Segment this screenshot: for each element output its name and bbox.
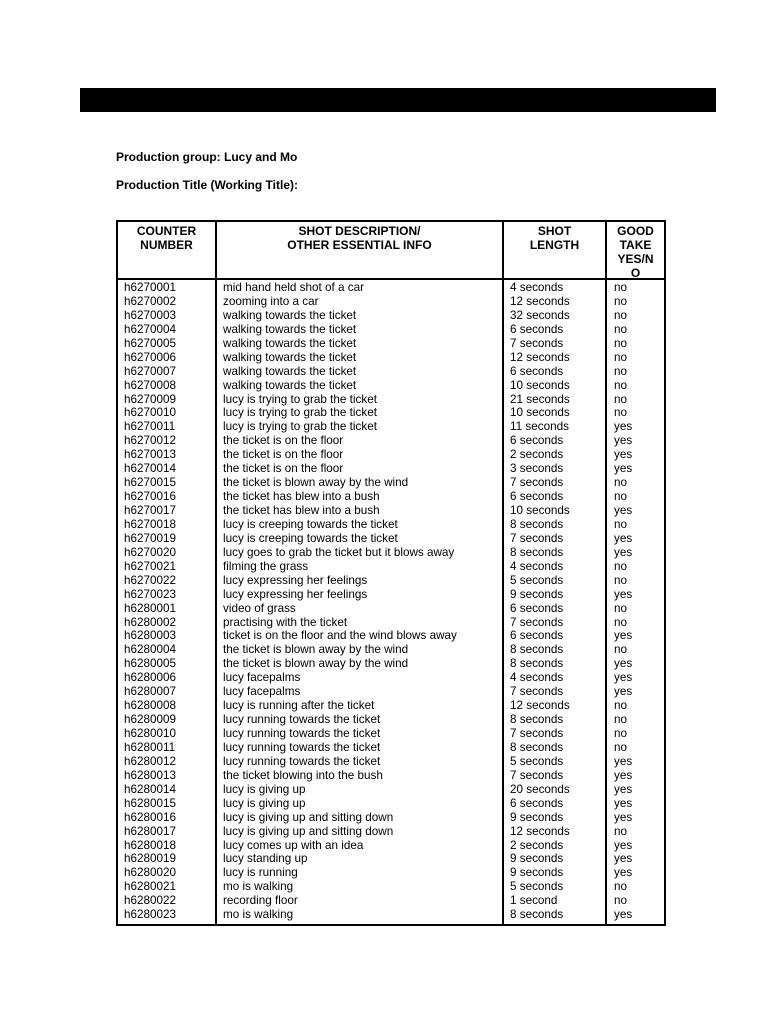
shot-description-cell: the ticket blowing into the bush <box>223 768 383 782</box>
good-take-cell: no <box>614 824 628 838</box>
good-take-cell: no <box>614 880 628 894</box>
counter-number-cell: h6270019 <box>124 531 177 545</box>
table-row <box>118 616 664 630</box>
counter-number-cell: h6280015 <box>124 796 177 810</box>
counter-number-cell: h6270009 <box>124 392 177 406</box>
table-row <box>118 755 664 769</box>
good-take-cell: yes <box>614 810 633 824</box>
counter-number-cell: h6270005 <box>124 336 177 350</box>
shot-description-cell: lucy is giving up <box>223 796 306 810</box>
good-take-cell: no <box>614 643 628 657</box>
shot-length-cell: 10 seconds <box>510 378 570 392</box>
shot-description-cell: lucy is trying to grab the ticket <box>223 420 377 434</box>
counter-number-cell: h6280019 <box>124 852 177 866</box>
counter-number-cell: h6280021 <box>124 880 177 894</box>
table-row <box>118 783 664 797</box>
good-take-cell: yes <box>614 768 633 782</box>
table-row <box>118 894 664 908</box>
header-text: SHOT <box>537 224 572 238</box>
good-take-cell: no <box>614 322 628 336</box>
shot-length-cell: 21 seconds <box>510 392 570 406</box>
shot-length-cell: 5 seconds <box>510 880 564 894</box>
good-take-cell: yes <box>614 852 633 866</box>
counter-number-cell: h6270017 <box>124 504 177 517</box>
shot-description-cell: lucy running towards the ticket <box>223 727 381 740</box>
good-take-cell: yes <box>614 671 633 685</box>
shot-description-cell: the ticket is blown away by the wind <box>223 476 409 490</box>
header-bar <box>80 88 716 112</box>
good-take-cell: yes <box>614 587 633 601</box>
table-row <box>118 685 664 699</box>
good-take-cell: yes <box>614 504 633 517</box>
shot-length-cell: 8 seconds <box>510 545 564 559</box>
good-take-cell: no <box>614 336 628 350</box>
shot-description-cell: filming the grass <box>223 559 309 573</box>
header-text: O <box>630 266 641 280</box>
table-row <box>118 420 664 434</box>
header-text: COUNTER <box>136 224 197 238</box>
table-row <box>118 769 664 783</box>
good-take-cell: yes <box>614 434 633 448</box>
shot-length-cell: 6 seconds <box>510 364 564 378</box>
shot-description-cell: zooming into a car <box>223 294 319 308</box>
table-row <box>118 797 664 811</box>
shot-description-cell: lucy running towards the ticket <box>223 740 381 754</box>
counter-number-cell: h6280009 <box>124 713 177 727</box>
good-take-cell: yes <box>614 448 633 462</box>
shot-description-cell: lucy facepalms <box>223 685 301 699</box>
shot-description-cell: the ticket is on the floor <box>223 448 344 462</box>
table-row <box>118 866 664 880</box>
table-row <box>118 713 664 727</box>
shot-description-cell: mo is walking <box>223 880 294 894</box>
good-take-cell: no <box>614 894 628 908</box>
counter-number-cell: h6270021 <box>124 559 177 573</box>
counter-number-cell: h6280012 <box>124 754 177 768</box>
shot-description-cell: the ticket is blown away by the wind <box>223 643 409 657</box>
header-text: YES/N <box>617 252 654 266</box>
counter-number-cell: h6280017 <box>124 824 177 838</box>
table-row <box>118 671 664 685</box>
counter-number-cell: h6270008 <box>124 378 177 392</box>
table-row <box>118 476 664 490</box>
shot-length-cell: 7 seconds <box>510 336 564 350</box>
table-row <box>118 518 664 532</box>
header-divider <box>118 278 664 280</box>
shot-length-cell: 5 seconds <box>510 754 564 768</box>
table-row <box>118 852 664 866</box>
good-take-cell: no <box>614 517 628 531</box>
table-row <box>118 351 664 365</box>
shot-length-cell: 2 seconds <box>510 448 564 462</box>
shot-description-cell: walking towards the ticket <box>223 350 357 364</box>
counter-number-cell: h6270001 <box>124 281 177 294</box>
good-take-cell: yes <box>614 657 633 671</box>
shot-length-cell: 7 seconds <box>510 727 564 740</box>
counter-number-cell: h6280008 <box>124 699 177 713</box>
shot-description-cell: lucy is giving up <box>223 782 306 796</box>
table-row <box>118 560 664 574</box>
table-row <box>118 825 664 839</box>
shot-length-cell: 20 seconds <box>510 782 570 796</box>
table-row <box>118 406 664 420</box>
good-take-cell: yes <box>614 782 633 796</box>
shot-description-cell: lucy standing up <box>223 852 308 866</box>
shot-description-cell: recording floor <box>223 894 298 908</box>
counter-number-cell: h6280005 <box>124 657 177 671</box>
good-take-cell: no <box>614 308 628 322</box>
shot-description-cell: walking towards the ticket <box>223 378 357 392</box>
shot-description-cell: the ticket has blew into a bush <box>223 504 380 517</box>
counter-number-cell: h6270011 <box>124 420 176 434</box>
shot-description-cell: lucy running towards the ticket <box>223 754 381 768</box>
good-take-cell: yes <box>614 908 633 922</box>
good-take-cell: no <box>614 713 628 727</box>
counter-number-cell: h6280003 <box>124 629 177 643</box>
good-take-cell: no <box>614 490 628 504</box>
production-group: Production group: Lucy and Mo <box>116 150 298 164</box>
shot-length-cell: 6 seconds <box>510 490 564 504</box>
table-row <box>118 281 664 295</box>
shot-description-cell: lucy goes to grab the ticket but it blows away <box>223 545 455 559</box>
good-take-cell: yes <box>614 838 633 852</box>
shot-length-cell: 8 seconds <box>510 908 564 922</box>
shot-description-cell: ticket is on the floor and the wind blows away <box>223 629 457 643</box>
table-row <box>118 811 664 825</box>
shot-length-cell: 7 seconds <box>510 768 564 782</box>
good-take-cell: no <box>614 573 628 587</box>
table-row <box>118 490 664 504</box>
shot-description-cell: lucy is creeping towards the ticket <box>223 531 398 545</box>
good-take-cell: no <box>614 406 628 420</box>
shot-length-cell: 12 seconds <box>510 699 570 713</box>
counter-number-cell: h6280022 <box>124 894 177 908</box>
table-row <box>118 602 664 616</box>
header-text: LENGTH <box>529 238 580 252</box>
shot-length-cell: 12 seconds <box>510 824 570 838</box>
shot-length-cell: 8 seconds <box>510 643 564 657</box>
shot-description-cell: walking towards the ticket <box>223 336 357 350</box>
table-row <box>118 323 664 337</box>
shot-description-cell: lucy is giving up and sitting down <box>223 824 394 838</box>
counter-number-cell: h6280007 <box>124 685 177 699</box>
counter-number-cell: h6270006 <box>124 350 177 364</box>
counter-number-cell: h6270002 <box>124 294 177 308</box>
counter-number-cell: h6270013 <box>124 448 177 462</box>
shot-description-cell: lucy is running <box>223 866 298 880</box>
counter-number-cell: h6280013 <box>124 768 177 782</box>
shot-description-cell: lucy comes up with an idea <box>223 838 364 852</box>
good-take-cell: yes <box>614 754 633 768</box>
counter-number-cell: h6270010 <box>124 406 177 420</box>
table-row <box>118 880 664 894</box>
shot-length-cell: 6 seconds <box>510 434 564 448</box>
good-take-cell: yes <box>614 531 633 545</box>
shot-length-cell: 32 seconds <box>510 308 570 322</box>
shot-description-cell: practising with the ticket <box>223 615 348 629</box>
shot-description-cell: walking towards the ticket <box>223 308 357 322</box>
table-row <box>118 574 664 588</box>
good-take-cell: no <box>614 294 628 308</box>
table-row <box>118 546 664 560</box>
table-row <box>118 588 664 602</box>
shot-length-cell: 9 seconds <box>510 810 564 824</box>
shot-length-cell: 1 second <box>510 894 558 908</box>
counter-number-cell: h6270015 <box>124 476 177 490</box>
good-take-cell: yes <box>614 796 633 810</box>
shot-description-cell: mid hand held shot of a car <box>223 281 364 294</box>
shot-length-cell: 9 seconds <box>510 866 564 880</box>
good-take-cell: no <box>614 281 628 294</box>
table-row <box>118 629 664 643</box>
good-take-cell: yes <box>614 462 633 476</box>
table-row <box>118 657 664 671</box>
counter-number-cell: h6280006 <box>124 671 177 685</box>
table-row <box>118 699 664 713</box>
good-take-cell: no <box>614 350 628 364</box>
shot-length-cell: 4 seconds <box>510 671 564 685</box>
counter-number-cell: h6270020 <box>124 545 177 559</box>
good-take-cell: no <box>614 727 628 740</box>
shot-description-cell: walking towards the ticket <box>223 322 357 336</box>
table-row <box>118 448 664 462</box>
shot-length-cell: 7 seconds <box>510 531 564 545</box>
table-row <box>118 462 664 476</box>
counter-number-cell: h6280020 <box>124 866 177 880</box>
shot-length-cell: 2 seconds <box>510 838 564 852</box>
header-good-take <box>607 222 664 278</box>
counter-number-cell: h6280014 <box>124 782 177 796</box>
shot-description-cell: lucy is giving up and sitting down <box>223 810 394 824</box>
shot-length-cell: 8 seconds <box>510 740 564 754</box>
shot-description-cell: lucy is trying to grab the ticket <box>223 406 377 420</box>
table-row <box>118 504 664 518</box>
shot-description-cell: lucy expressing her feelings <box>223 573 368 587</box>
table-body <box>118 281 664 922</box>
shot-length-cell: 8 seconds <box>510 517 564 531</box>
shot-description-cell: walking towards the ticket <box>223 364 357 378</box>
shot-description-cell: lucy running towards the ticket <box>223 713 381 727</box>
header-text: NUMBER <box>140 238 193 252</box>
shot-description-cell: the ticket is blown away by the wind <box>223 657 409 671</box>
shot-description-cell: lucy is trying to grab the ticket <box>223 392 377 406</box>
shot-description-cell: lucy facepalms <box>223 671 301 685</box>
counter-number-cell: h6270016 <box>124 490 177 504</box>
good-take-cell: yes <box>614 685 633 699</box>
table-row <box>118 309 664 323</box>
shot-length-cell: 8 seconds <box>510 657 564 671</box>
counter-number-cell: h6280001 <box>124 601 177 615</box>
good-take-cell: no <box>614 601 628 615</box>
shot-length-cell: 3 seconds <box>510 462 564 476</box>
counter-number-cell: h6270022 <box>124 573 177 587</box>
table-row <box>118 727 664 741</box>
good-take-cell: no <box>614 740 628 754</box>
shot-length-cell: 12 seconds <box>510 294 570 308</box>
counter-number-cell: h6270003 <box>124 308 177 322</box>
shot-length-cell: 8 seconds <box>510 713 564 727</box>
production-title: Production Title (Working Title): <box>116 178 298 192</box>
good-take-cell: no <box>614 559 628 573</box>
shot-description-cell: lucy is running after the ticket <box>223 699 375 713</box>
shot-description-cell: lucy expressing her feelings <box>223 587 368 601</box>
table-row <box>118 839 664 853</box>
shot-description-cell: the ticket has blew into a bush <box>223 490 380 504</box>
table-row <box>118 295 664 309</box>
counter-number-cell: h6270007 <box>124 364 177 378</box>
shot-length-cell: 7 seconds <box>510 685 564 699</box>
shot-length-cell: 4 seconds <box>510 281 564 294</box>
table-row <box>118 379 664 393</box>
header-counter-number <box>118 222 215 278</box>
good-take-cell: yes <box>614 420 633 434</box>
header-text: GOOD <box>617 224 654 238</box>
shot-description-cell: lucy is creeping towards the ticket <box>223 517 398 531</box>
good-take-cell: no <box>614 699 628 713</box>
shot-length-cell: 5 seconds <box>510 573 564 587</box>
shot-description-cell: the ticket is on the floor <box>223 434 344 448</box>
table-row <box>118 908 664 922</box>
table-row <box>118 434 664 448</box>
counter-number-cell: h6270004 <box>124 322 177 336</box>
table-row <box>118 393 664 407</box>
table-row <box>118 741 664 755</box>
good-take-cell: no <box>614 364 628 378</box>
counter-number-cell: h6280011 <box>124 740 176 754</box>
header-text: OTHER ESSENTIAL INFO <box>287 238 432 252</box>
counter-number-cell: h6270014 <box>124 462 177 476</box>
good-take-cell: no <box>614 615 628 629</box>
shot-description-cell: the ticket is on the floor <box>223 462 344 476</box>
good-take-cell: no <box>614 392 628 406</box>
table-row <box>118 532 664 546</box>
shot-log-table <box>116 220 666 926</box>
header-text: SHOT DESCRIPTION/ <box>298 224 421 238</box>
counter-number-cell: h6280016 <box>124 810 177 824</box>
good-take-cell: no <box>614 476 628 490</box>
shot-length-cell: 10 seconds <box>510 406 570 420</box>
shot-length-cell: 4 seconds <box>510 559 564 573</box>
shot-length-cell: 9 seconds <box>510 587 564 601</box>
good-take-cell: yes <box>614 629 633 643</box>
shot-length-cell: 12 seconds <box>510 350 570 364</box>
shot-length-cell: 11 seconds <box>510 420 569 434</box>
table-row <box>118 643 664 657</box>
shot-length-cell: 6 seconds <box>510 322 564 336</box>
shot-length-cell: 7 seconds <box>510 476 564 490</box>
shot-length-cell: 9 seconds <box>510 852 564 866</box>
shot-length-cell: 6 seconds <box>510 601 564 615</box>
shot-length-cell: 6 seconds <box>510 629 564 643</box>
shot-length-cell: 6 seconds <box>510 796 564 810</box>
shot-description-cell: mo is walking <box>223 908 294 922</box>
counter-number-cell: h6270023 <box>124 587 177 601</box>
counter-number-cell: h6280002 <box>124 615 177 629</box>
counter-number-cell: h6280010 <box>124 727 177 740</box>
table-row <box>118 337 664 351</box>
shot-description-cell: video of grass <box>223 601 296 615</box>
counter-number-cell: h6280023 <box>124 908 177 922</box>
header-shot-description <box>217 222 502 278</box>
header-shot-length <box>504 222 605 278</box>
counter-number-cell: h6280004 <box>124 643 177 657</box>
table-row <box>118 365 664 379</box>
counter-number-cell: h6280018 <box>124 838 177 852</box>
good-take-cell: no <box>614 378 628 392</box>
counter-number-cell: h6270012 <box>124 434 177 448</box>
shot-length-cell: 10 seconds <box>510 504 570 517</box>
shot-length-cell: 7 seconds <box>510 615 564 629</box>
header-text: TAKE <box>619 238 652 252</box>
good-take-cell: yes <box>614 545 633 559</box>
counter-number-cell: h6270018 <box>124 517 177 531</box>
good-take-cell: yes <box>614 866 633 880</box>
